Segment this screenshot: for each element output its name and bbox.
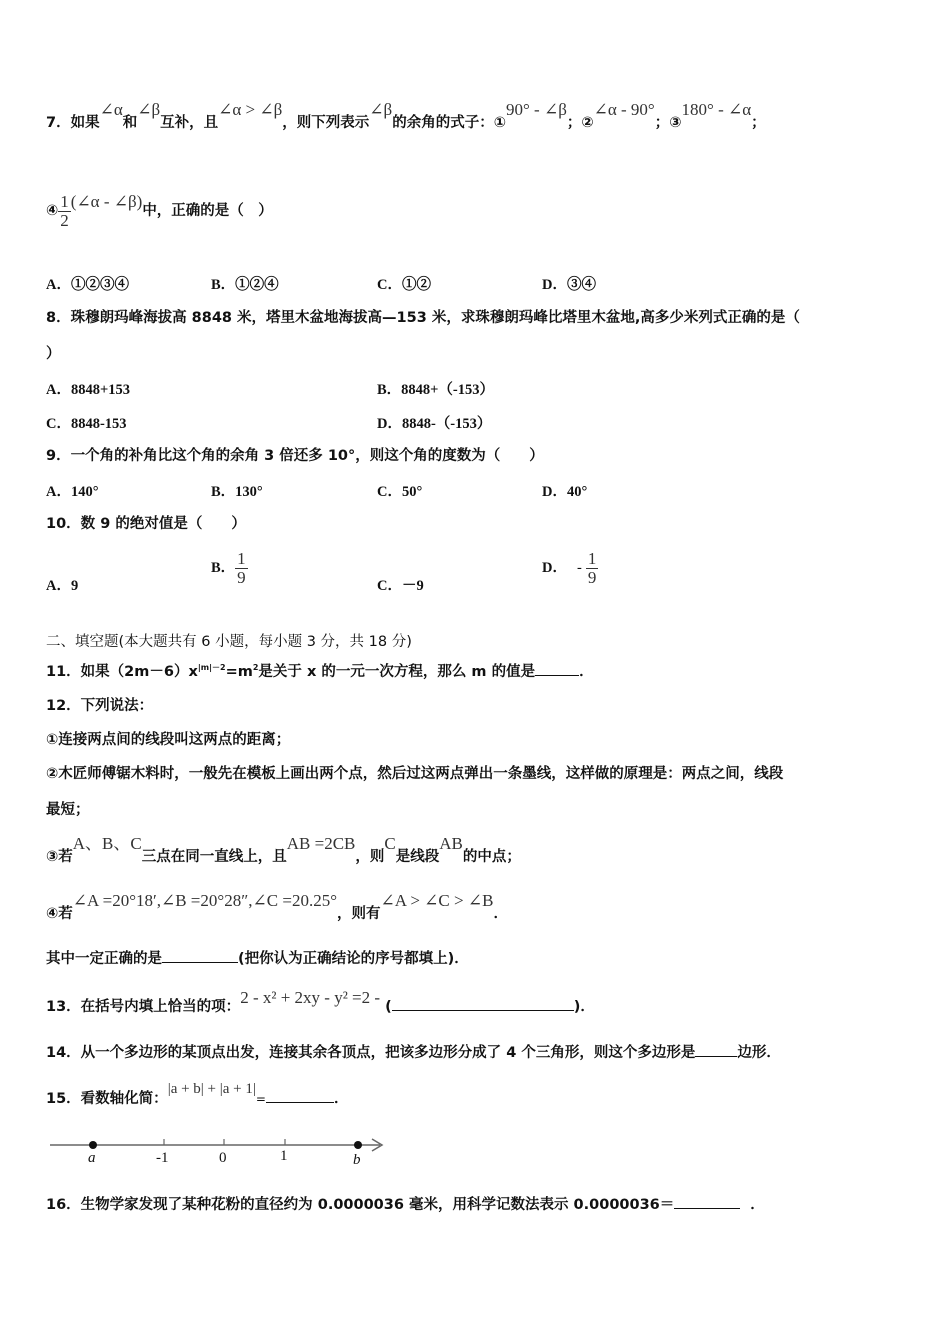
text: ． [493, 906, 508, 922]
option-d[interactable]: D．③④ [542, 277, 596, 293]
text: 的余角的式子：① [392, 115, 506, 131]
text: 11．如果（2m－6）x [46, 663, 198, 680]
label-b: b [353, 1152, 361, 1168]
option-c[interactable]: C．8848-153 [46, 416, 127, 432]
label-zero: 0 [219, 1150, 227, 1166]
text: 16．生物学家发现了某种花粉的直径约为 0.0000036 毫米，用科学记数法表示 0.0000036＝ [46, 1197, 675, 1213]
question-9: 9．一个角的补角比这个角的余角 3 倍还多 10°，则这个角的度数为（ ） [46, 448, 544, 464]
exponent: 2 [252, 663, 259, 672]
answer-blank[interactable] [674, 1194, 740, 1209]
answer-blank[interactable] [535, 661, 579, 676]
text: ． [750, 1197, 765, 1213]
math-fraction-half [58, 193, 71, 230]
question-12-prompt [46, 948, 469, 969]
answer-blank[interactable] [695, 1042, 737, 1057]
math-angle-beta: ∠β [369, 100, 393, 119]
math-expr-4: (∠α - ∠β) [70, 192, 143, 211]
question-11 [46, 658, 594, 682]
question-8: 8．珠穆朗玛峰海拔高 8848 米，塔里木盆地海拔高—153 米，求珠穆朗玛峰比塔里木盆地,高多少米列式正确的是（ [46, 310, 800, 326]
text: ； [751, 115, 766, 131]
text: ，则下列表示 [282, 115, 370, 131]
option-a[interactable]: A．8848+153 [46, 382, 130, 398]
math-expr-2: ∠α - 90° [593, 100, 655, 119]
text: 和 [122, 115, 138, 131]
numerator: 1 [237, 549, 246, 568]
statement-3 [46, 834, 521, 867]
equals-sign: = [255, 1092, 266, 1106]
math-expr-1: 90° - ∠β [505, 100, 567, 119]
text: ，则有 [337, 906, 381, 922]
option-d[interactable]: D．40° [542, 484, 588, 500]
label-a: a [88, 1150, 96, 1166]
number-line [48, 1130, 388, 1175]
option-c[interactable]: C．①② [377, 277, 431, 293]
question-7-line2 [46, 190, 273, 231]
denominator: 2 [60, 210, 69, 230]
math-angle-beta: ∠β [137, 100, 161, 119]
number-line-graphic [48, 1130, 388, 1175]
minus-sign: - [576, 559, 582, 576]
text: 中，正确的是（ ） [142, 203, 273, 219]
question-16 [46, 1194, 765, 1215]
math-segment: AB [439, 834, 463, 853]
math-fraction-one-ninth [235, 550, 248, 587]
text: ；③ [654, 115, 682, 131]
math-angles: ∠A =20°18′,∠B =20°28″,∠C =20.25° [72, 891, 337, 910]
math-expr-3: 180° - ∠α [681, 100, 752, 119]
math-inequality: ∠A > ∠C > ∠B [380, 891, 494, 910]
option-c[interactable]: C．50° [377, 484, 423, 500]
option-label: D． [542, 559, 567, 576]
text: ，则 [355, 849, 385, 865]
circled-4: ④ [46, 203, 59, 219]
text: =m [225, 663, 253, 680]
text: 是关于 x 的一元一次方程，那么 m 的值是 [258, 663, 536, 680]
text: 15．看数轴化简： [46, 1091, 168, 1107]
denominator: 9 [587, 568, 597, 587]
text: ③若 [46, 849, 73, 865]
text: 互补，且 [160, 115, 219, 131]
option-a[interactable]: A．9 [46, 578, 79, 594]
question-8-cont: ） [46, 346, 61, 362]
answer-blank[interactable] [266, 1088, 334, 1103]
option-label: B． [211, 559, 236, 576]
text: )． [573, 999, 595, 1015]
text: ④若 [46, 906, 73, 922]
exponent: |m|－2 [197, 663, 226, 672]
section-title: 二、填空题(本大题共有 6 小题，每小题 3 分，共 18 分) [46, 634, 412, 650]
math-angle-alpha: ∠α [99, 100, 123, 119]
text: ( [385, 999, 392, 1015]
math-abs-expression: |a + b| + |a + 1| [167, 1081, 256, 1097]
text: ． [333, 1091, 349, 1107]
question-7-line1 [46, 100, 766, 133]
option-d[interactable] [542, 550, 598, 587]
math-condition: ∠α > ∠β [218, 100, 283, 119]
option-b[interactable]: B．①②④ [211, 277, 279, 293]
statement-2: ②木匠师傅锯木料时，一般先在模板上画出两个点，然后过这两点弹出一条墨线，这样做的原理是：两点之间，线段 [46, 766, 784, 782]
question-14 [46, 1042, 781, 1063]
question-15 [46, 1081, 349, 1109]
text: ；② [566, 115, 594, 131]
numerator: 1 [587, 549, 597, 568]
math-expression: 2 - x² + 2xy - y² =2 - [240, 988, 381, 1007]
text: 三点在同一直线上，且 [141, 849, 287, 865]
math-equation: AB =2CB [286, 834, 356, 853]
math-point: C [384, 834, 396, 853]
question-12-title: 12．下列说法： [46, 698, 154, 714]
math-fraction-one-ninth [586, 550, 599, 587]
text: 如果 [70, 115, 100, 131]
text: 是线段 [395, 849, 440, 865]
option-b[interactable]: B．8848+（-153） [377, 382, 495, 398]
question-10: 10．数 9 的绝对值是（ ） [46, 516, 246, 532]
option-d[interactable]: D．8848-（-153） [377, 416, 492, 432]
text: 14．从一个多边形的某顶点出发，连接其余各顶点，把该多边形分成了 4 个三角形，则这个多边形是 [46, 1045, 696, 1061]
text: 边形． [737, 1045, 781, 1061]
statement-2-cont: 最短； [46, 802, 90, 818]
text: 13．在括号内填上恰当的项： [46, 999, 241, 1015]
statement-1: ①连接两点间的线段叫这两点的距离； [46, 732, 291, 748]
statement-4 [46, 891, 508, 924]
option-a[interactable]: A．①②③④ [46, 277, 129, 293]
label-one: 1 [280, 1148, 288, 1164]
text: 其中一定正确的是 [46, 951, 162, 967]
denominator: 9 [237, 568, 246, 587]
option-c[interactable]: C．－9 [377, 578, 424, 594]
option-b[interactable]: B．130° [211, 484, 263, 500]
text: 的中点； [462, 849, 521, 865]
option-a[interactable]: A．140° [46, 484, 99, 500]
answer-blank[interactable] [392, 996, 574, 1011]
question-13 [46, 988, 595, 1017]
question-number: 7． [46, 115, 71, 131]
label-minus-one: -1 [156, 1150, 169, 1166]
numerator: 1 [60, 191, 69, 211]
option-b[interactable] [211, 550, 248, 587]
text: (把你认为正确结论的序号都填上)． [238, 951, 469, 967]
answer-blank[interactable] [162, 948, 238, 963]
math-points: A、B、C [72, 834, 142, 853]
text: ． [579, 663, 594, 680]
